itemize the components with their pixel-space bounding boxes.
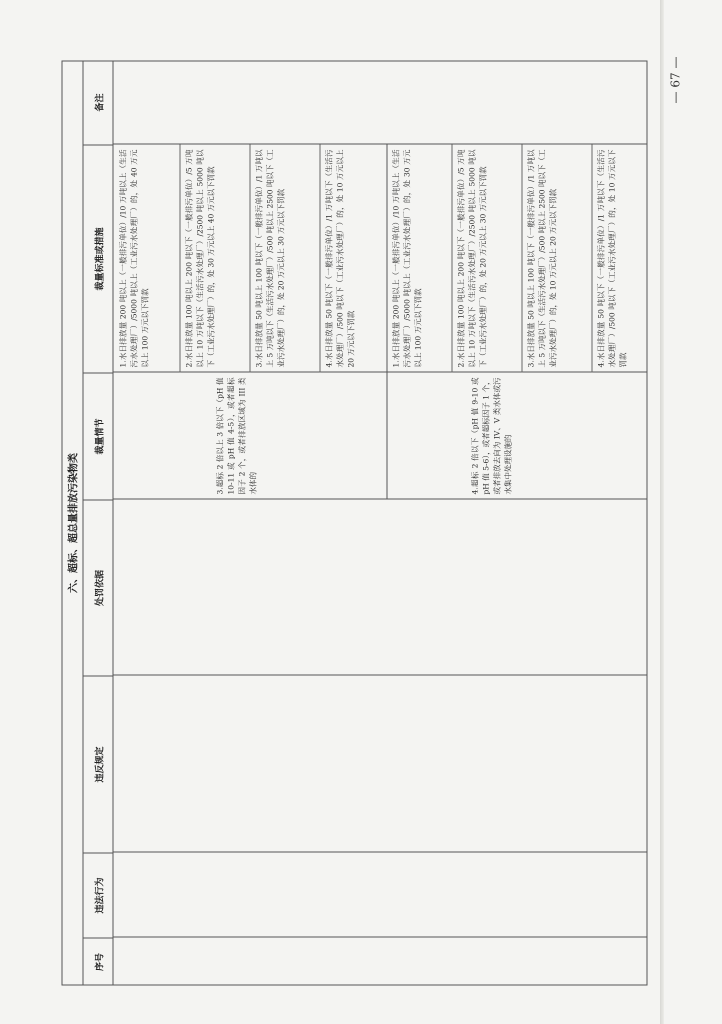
rotated-table <box>62 61 648 986</box>
header-act: 违法行为 <box>84 853 114 938</box>
measure-cell: 2.水日排放量 100 吨以上 200 吨以下（一般排污单位）/5 万吨以上 10 万吨以下（生活污水处理厂）/2500 吨以上 5000 吨以下（工业污水处理厂）的，处 30 万元以上 40 万元以下罚款 <box>184 149 216 368</box>
measure-cell: 3.水日排放量 50 吨以上 100 吨以下（一般排污单位）/1 万吨以上 5 万吨以下（生活污水处理厂）/500 吨以上 2500 吨以下（工业污水处理厂）的，处 20 万元以上 30 万元以下罚款 <box>254 149 286 368</box>
header-measures: 裁量标准或措施 <box>84 145 114 373</box>
header-circumstance: 裁量情节 <box>84 373 114 500</box>
header-row <box>84 61 114 986</box>
circumstance-cell: 4.超标 2 倍以下（pH 值 9-10 或 pH 值 5-6），或者超标因子 1 个，或者排放去向为 IV、V 类水体或污水集中处理设施的 <box>470 377 513 495</box>
page-number <box>655 40 695 120</box>
measure-cell: 1.水日排放量 200 吨以上（一般排污单位）/10 万吨以上（生活污水处理厂）/5000 吨以上（工业污水处理厂）的，处 40 万元以上 100 万元以下罚款 <box>118 149 150 368</box>
header-remarks: 备注 <box>95 93 105 112</box>
measure-cell: 2.水日排放量 100 吨以上 200 吨以下（一般排污单位）/5 万吨以上 10 万吨以下（生活污水处理厂）/2500 吨以上 5000 吨以下（工业污水处理厂）的，处 20 万元以上 30 万元以下罚款 <box>456 149 488 368</box>
col-line <box>114 937 648 938</box>
measure-cell: 3.水日排放量 50 吨以上 100 吨以下（一般排污单位）/1 万吨以上 5 万吨以下（生活污水处理厂）/500 吨以上 2500 吨以下（工业污水处理厂）的，处 10 万元以上 20 万元以下罚款 <box>526 149 558 368</box>
measure-cell: 4.水日排放量 50 吨以下（一般排污单位）/1 万吨以下（生活污水处理厂）/500 吨以下（工业污水处理厂）的，处 10 万元以下罚款 <box>596 149 628 368</box>
section-title: 六、超标、超总量排放污染物类 <box>62 61 84 986</box>
col-line <box>114 499 648 500</box>
header-rule: 违反规定 <box>84 676 114 853</box>
page-number-text: — 67 — <box>668 56 682 104</box>
measure-cell: 4.水日排放量 50 吨以下（一般排污单位）/1 万吨以下（生活污水处理厂）/500 吨以下（工业污水处理厂）的，处 10 万元以上 20 万元以下罚款 <box>324 149 356 368</box>
circumstance-cell: 3.超标 2 倍以上 3 倍以下（pH 值 10-11 或 pH 值 4-5），或者超标因子 2 个，或者排放区域为 III 类水体的 <box>215 377 258 495</box>
measure-cell: 1.水日排放量 200 吨以上（一般排污单位）/10 万吨以上（生活污水处理厂）/5000 吨以上（工业污水处理厂）的，处 30 万元以上 100 万元以下罚款 <box>391 149 423 368</box>
scan-edge <box>660 0 664 1024</box>
header-basis: 处罚依据 <box>84 500 114 676</box>
col-line <box>114 675 648 676</box>
col-line <box>114 852 648 853</box>
header-seq: 序号 <box>84 938 114 986</box>
